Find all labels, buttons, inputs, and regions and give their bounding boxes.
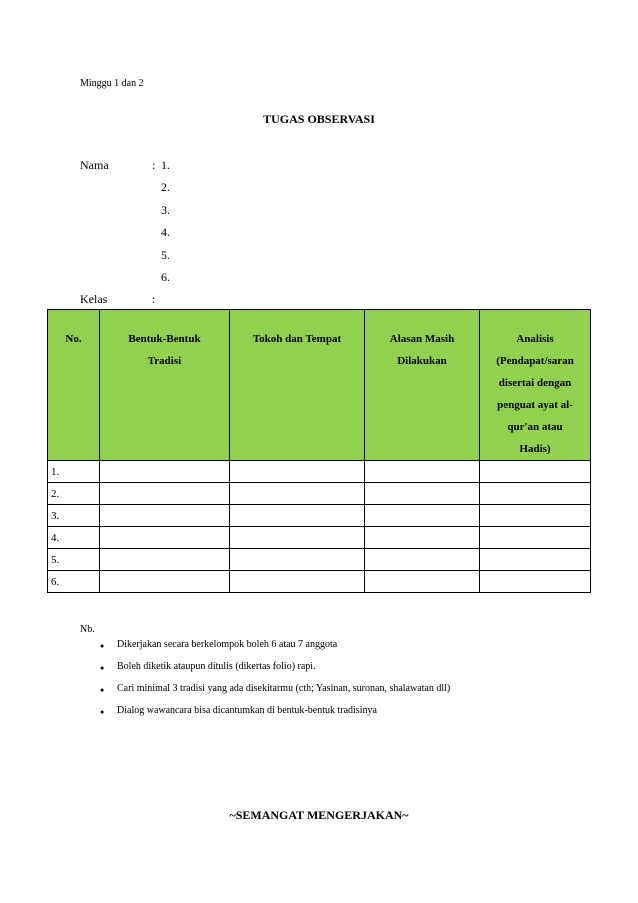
header-line: Hadis) xyxy=(519,443,551,455)
table-row xyxy=(48,527,591,549)
row-number: 6. xyxy=(48,571,100,593)
row-number: 3. xyxy=(48,505,100,527)
member-number: 2. xyxy=(161,180,170,195)
note-text: Dikerjakan secara berkelompok boleh 6 atau 7 anggota xyxy=(117,639,338,650)
member-number: 6. xyxy=(161,269,170,284)
header-line: No. xyxy=(65,333,82,345)
table-header-row xyxy=(48,310,591,461)
header-line: Tokoh dan Tempat xyxy=(252,333,342,345)
nama-label: Nama xyxy=(80,158,109,172)
col-header-tokoh xyxy=(230,310,365,461)
header-line: Alasan Masih xyxy=(389,333,455,345)
kelas-colon: : xyxy=(152,292,156,306)
bullet-icon: ● xyxy=(100,642,105,650)
row-number: 1. xyxy=(48,461,100,483)
row-number: 2. xyxy=(48,483,100,505)
table-cell[interactable] xyxy=(100,527,230,549)
row-number: 5. xyxy=(48,549,100,571)
table-cell[interactable] xyxy=(230,549,365,571)
table-row xyxy=(48,483,591,505)
table-cell[interactable] xyxy=(365,505,480,527)
notes-label: Nb. xyxy=(80,624,95,635)
table-cell[interactable] xyxy=(480,505,591,527)
member-number: 1. xyxy=(161,158,170,172)
table-cell[interactable] xyxy=(365,483,480,505)
member-number: 3. xyxy=(161,202,170,217)
table-cell[interactable] xyxy=(230,461,365,483)
table-cell[interactable] xyxy=(365,461,480,483)
observation-table xyxy=(47,309,591,593)
table-cell[interactable] xyxy=(100,571,230,593)
kelas-label: Kelas xyxy=(80,292,108,306)
table-cell[interactable] xyxy=(365,549,480,571)
table-cell[interactable] xyxy=(365,527,480,549)
table-cell[interactable] xyxy=(230,571,365,593)
table-cell[interactable] xyxy=(480,549,591,571)
header-line: (Pendapat/saran xyxy=(496,355,574,367)
table-cell[interactable] xyxy=(230,505,365,527)
table-cell[interactable] xyxy=(100,505,230,527)
page-title xyxy=(0,112,638,127)
note-text: Cari minimal 3 tradisi yang ada disekitarmu (cth; Yasinan, suronan, shalawatan dll) xyxy=(117,683,451,694)
table-cell[interactable] xyxy=(480,483,591,505)
page-title-text: TUGAS OBSERVASI xyxy=(263,112,375,126)
table-cell[interactable] xyxy=(480,461,591,483)
bullet-icon: ● xyxy=(100,708,105,716)
bullet-icon: ● xyxy=(100,664,105,672)
member-number-list xyxy=(161,158,170,292)
member-number: 5. xyxy=(161,247,170,262)
col-header-alasan xyxy=(365,310,480,461)
header-line: disertai dengan xyxy=(498,377,572,389)
table-cell[interactable] xyxy=(100,483,230,505)
table-cell[interactable] xyxy=(230,483,365,505)
bullet-icon: ● xyxy=(100,686,105,694)
col-header-no xyxy=(48,310,100,461)
header-line: penguat ayat al- xyxy=(497,399,573,411)
table-cell[interactable] xyxy=(100,549,230,571)
header-line: Analisis xyxy=(516,333,554,345)
list-item xyxy=(100,678,450,700)
header-line: qur'an atau xyxy=(507,421,563,433)
table-row xyxy=(48,571,591,593)
nama-colon: : xyxy=(152,158,156,172)
table-cell[interactable] xyxy=(365,571,480,593)
table-row xyxy=(48,461,591,483)
header-line: Bentuk-Bentuk xyxy=(128,333,201,345)
table-row xyxy=(48,549,591,571)
notes-list xyxy=(100,634,450,722)
table-cell[interactable] xyxy=(480,571,591,593)
list-item xyxy=(100,634,450,656)
table-cell[interactable] xyxy=(480,527,591,549)
note-text: Dialog wawancara bisa dicantumkan di bentuk-bentuk tradisinya xyxy=(117,705,377,716)
list-item xyxy=(100,656,450,678)
col-header-analisis xyxy=(480,310,591,461)
row-number: 4. xyxy=(48,527,100,549)
header-line: Dilakukan xyxy=(397,355,447,367)
member-number: 4. xyxy=(161,225,170,240)
table-cell[interactable] xyxy=(100,461,230,483)
week-label: Minggu 1 dan 2 xyxy=(80,78,144,89)
table-cell[interactable] xyxy=(230,527,365,549)
note-text: Boleh diketik ataupun ditulis (dikertas folio) rapi. xyxy=(117,661,316,672)
list-item xyxy=(100,700,450,722)
closing-message: ~SEMANGAT MENGERJAKAN~ xyxy=(229,808,409,822)
header-line: Tradisi xyxy=(147,355,182,367)
table-row xyxy=(48,505,591,527)
col-header-bentuk xyxy=(100,310,230,461)
